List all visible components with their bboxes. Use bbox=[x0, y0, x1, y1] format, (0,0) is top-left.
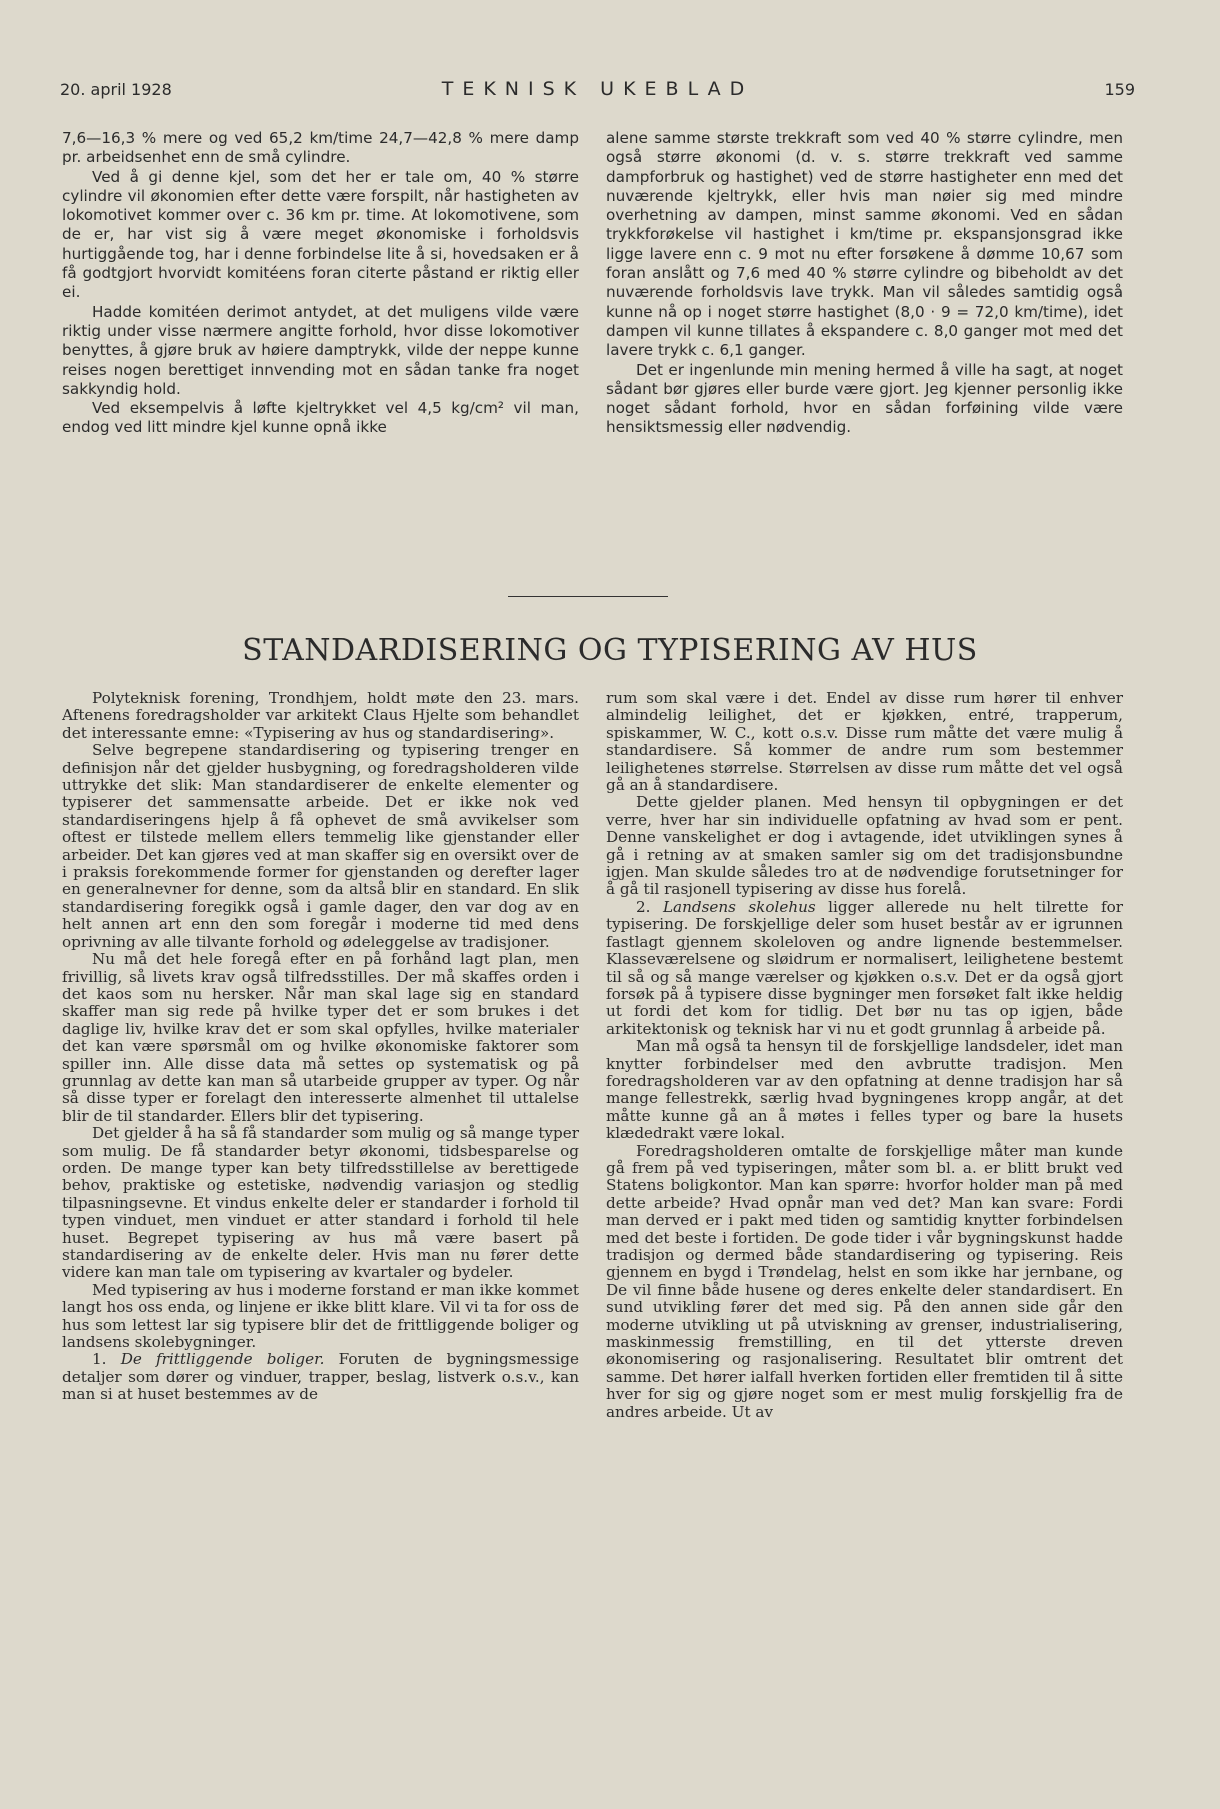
journal-name: TEKNISK UKEBLAD bbox=[441, 78, 754, 100]
paragraph: Det er ingenlunde min mening hermed å ville ha sagt, at noget sådant bør gjøres eller burde være gjort. Jeg kjenner personlig ikke noget sådant forhold, hvor en sådan forføining vilde være hensiktsmessig eller nødvendig. bbox=[606, 360, 1123, 437]
paragraph: Ved eksempelvis å løfte kjeltrykket vel 4,5 kg/cm² vil man, endog ved litt mindre kjel kunne opnå ikke bbox=[62, 399, 579, 437]
section-number: 2. bbox=[636, 897, 651, 916]
paragraph: Med typisering av hus i moderne forstand er man ikke kommet langt hos oss enda, og linjene er ikke blitt klare. Vil vi ta for oss de hus som lettest lar sig typisere blir det de frittliggende boliger og landsens skolebygninger. bbox=[62, 1280, 579, 1352]
section-1-paragraph bbox=[62, 1351, 579, 1403]
issue-date: 20. april 1928 bbox=[60, 80, 172, 99]
paragraph: rum som skal være i det. Endel av disse rum hører til enhver almindelig leilighet, det er kjøkken, entré, trapperum, spiskammer, W. C., kott o.s.v. Disse rum måtte det være mulig å standardisere. Så kommer de andre rum som bestemmer leilighetenes størrelse. Størrelsen av disse rum måtte det vel også gå an å standardisere. bbox=[606, 689, 1123, 795]
paragraph: Hadde komitéen derimot antydet, at det muligens vilde være riktig under visse nærmere angitte forhold, hvor disse lokomotiver benyttes, å gjøre bruk av høiere damptrykk, vilde der neppe kunne reises nogen berettiget innvending mot en sådan tanke fra noget sakkyndig hold. bbox=[62, 302, 579, 398]
paragraph: Det gjelder å ha så få standarder som mulig og så mange typer som mulig. De få standarder betyr økonomi, tidsbesparelse og orden. De mange typer kan bety tilfredsstillelse av berettigede behov, praktiske og estetiske, nødvendig variasjon og stedlig tilpasningsevne. Et vindus enkelte deler er standarder i forhold til typen vinduet, men vinduet er atter standard i forhold til hele huset. Begrepet typisering av hus må være basert på standardisering av de enkelte deler. Hvis man nu fører dette videre kan man tale om typisering av kvartaler og bydeler. bbox=[62, 1124, 579, 1282]
paragraph: Dette gjelder planen. Med hensyn til opbygningen er det verre, hver har sin individuelle opfatning av hvad som er pent. Denne vanskelighet er dog i avtagende, idet utviklingen synes å gå i retning av at smaken samler sig om det tradisjonsbundne igjen. Man skulde således tro at de nødvendige forutsetninger for å gå til rasjonell typisering av disse hus forelå. bbox=[606, 793, 1123, 899]
paragraph: Selve begrepene standardisering og typisering trenger en definisjon når det gjelder husbygning, og foredragsholderen vilde uttrykke det slik: Man standardiserer de enkelte elementer og typiserer det sammensatte arbeide. Det er ikke nok ved standardiseringens hjelp å få ophevet de små avvikelser som oftest er tilstede mellem ellers temmelig like gjenstander eller arbeider. Det kan gjøres ved at man skaffer sig en oversikt over de i praksis forekommende former for gjenstanden og derefter lager en generalnevner for denne, som da altså blir en standard. En slik standardisering foregikk også i gamle dager, den var dog av en helt annen art enn den som foregår i moderne tid med dens oprivning av alle tilvante forhold og ødeleggelse av tradisjoner. bbox=[62, 741, 579, 951]
section-number: 1. bbox=[92, 1350, 107, 1369]
paragraph: alene samme største trekkraft som ved 40 % større cylindre, men også større økonomi (d. v. s. større trekkraft ved samme dampforbruk og hastighet) ved de større hastigheter enn med det nuværende kjeltrykk, eller hvis man nøier sig med mindre overhetning av dampen, minst samme økonomi. Ved en sådan trykkforøkelse vil hastighet i km/time pr. ekspansjonsgrad ikke ligge lavere enn c. 9 mot nu efter forsøkene å dømme 10,67 som foran anslått og 7,6 med 40 % større cylindre og bibeholdt av det nuværende forholdsvis lave trykk. Man vil således samtidig også kunne nå op i noget større hastighet (8,0 · 9 = 72,0 km/time), idet dampen vil kunne tillates å ekspandere c. 8,0 ganger mot med det lavere trykk c. 6,1 ganger. bbox=[606, 129, 1123, 360]
paragraph: 7,6—16,3 % mere og ved 65,2 km/time 24,7—42,8 % mere damp pr. arbeidsenhet enn de små cylindre. bbox=[62, 129, 579, 167]
article-left-column bbox=[62, 690, 579, 1404]
paragraph: Ved å gi denne kjel, som det her er tale om, 40 % større cylindre vil økonomien efter dette være forspilt, når hastigheten av lokomotivet kommer over c. 36 km pr. time. At lokomotivene, som de er, har vist sig å være meget økonomiske i forholdsvis hurtiggående tog, har i denne forbindelse lite å si, hovedsaken er å få godtgjort hvorvidt komitéens foran citerte påstand er riktig eller ei. bbox=[62, 167, 579, 302]
running-header bbox=[60, 80, 1135, 108]
article-title: STANDARDISERING OG TYPISERING AV HUS bbox=[242, 633, 978, 668]
article-right-column bbox=[606, 690, 1123, 1421]
page-number: 159 bbox=[1104, 80, 1135, 99]
paragraph: Foredragsholderen omtalte de forskjellige måter man kunde gå frem på ved typiseringen, måter som bl. a. er blitt brukt ved Statens boligkontor. Man kan spørre: hvorfor holder man på med dette arbeide? Hvad opnår man ved det? Man kan svare: Fordi man derved er i pakt med tiden og samtidig knytter forbindelsen med det beste i fortiden. De gode tider i vår bygningskunst hadde tradisjon og dermed både standardisering og typisering. Reis gjennem en bygd i Trøndelag, helst en som ikke har jernbane, og De vil finne både husene og deres enkelte deler standardisert. En sund utvikling fører det med sig. På den annen side går den moderne utvikling ut på utviskning av grenser, industrialisering, maskinmessig fremstilling, en til det ytterste dreven økonomisering og rasjonalisering. Resultatet blir omtrent det samme. Det hører ialfall hverken fortiden eller fremtiden til å sitte hver for sig og gjøre noget som er mest mulig forskjellig fra de andres arbeide. Ut av bbox=[606, 1141, 1123, 1421]
paragraph: Man må også ta hensyn til de forskjellige landsdeler, idet man knytter forbindelser med den avbrutte tradisjon. Men foredragsholderen var av den opfatning at denne tradisjon har så mange fellestrekk, særlig hvad bygningenes kropp angår, at det måtte kunne gå an å møtes i felles typer og bare la husets klædedrakt være lokal. bbox=[606, 1037, 1123, 1143]
section-heading: De frittliggende boliger. bbox=[120, 1350, 325, 1369]
section-2-paragraph bbox=[606, 899, 1123, 1038]
top-right-column bbox=[606, 129, 1123, 438]
section-text: ligger allerede nu helt tilrette for typisering. De forskjellige deler som huset består av er igrunnen fastlagt gjennem skoleloven og andre lignende bestemmelser. Klasseværelsene og sløidrum er normalisert, leilighetene bestemt til så og så mange værelser og kjøkken o.s.v. Det er da også gjort forsøk på å typisere disse bygninger men forsøket falt ikke heldig ut fordi det kom for tidlig. Det bør nu tas op igjen, både arkitektonisk og teknisk har vi nu et godt grunnlag å arbeide på. bbox=[606, 897, 1124, 1038]
section-divider bbox=[508, 596, 668, 597]
paragraph: Polyteknisk forening, Trondhjem, holdt møte den 23. mars. Aftenens foredragsholder var arkitekt Claus Hjelte som behandlet det interessante emne: «Typisering av hus og standardisering». bbox=[62, 689, 579, 742]
paragraph: Nu må det hele foregå efter en på forhånd lagt plan, men frivillig, så livets krav også tilfredsstilles. Der må skaffes orden i det kaos som nu hersker. Når man skal lage sig en standard skaffer man sig rede på hvilke typer det er som brukes i det daglige liv, hvilke krav det er som skal opfylles, hvilke materialer det kan være spørsmål om og hvilke økonomiske faktorer som spiller inn. Alle disse data må settes op systematisk og på grunnlag av dette kan man så utarbeide grupper av typer. Og når så disse typer er forelagt den interesserte almenhet til uttalelse blir de til standarder. Ellers blir det typisering. bbox=[62, 950, 579, 1125]
section-text: Foruten de bygningsmessige detaljer som dører og vinduer, trapper, beslag, listverk o.s.v., kan man si at huset bestemmes av de bbox=[62, 1350, 580, 1404]
section-heading: Landsens skolehus bbox=[662, 897, 816, 916]
top-left-column bbox=[62, 129, 579, 438]
